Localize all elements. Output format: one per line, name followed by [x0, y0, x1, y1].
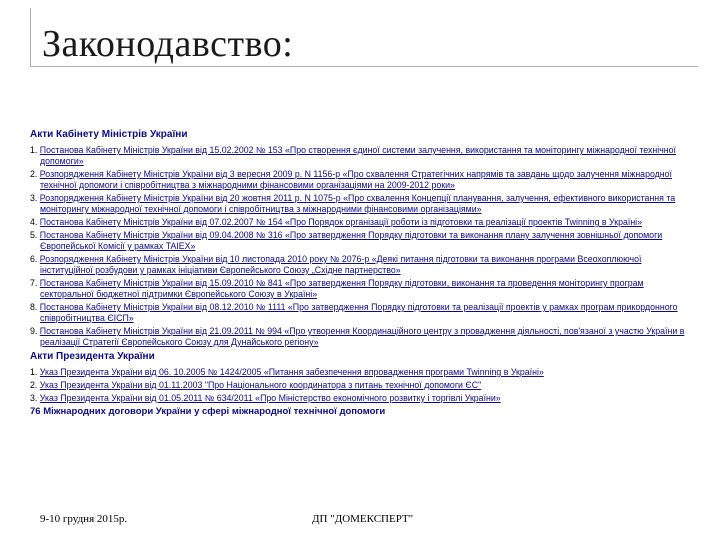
item-number: 7. — [30, 278, 38, 288]
legal-act-link[interactable]: Розпорядження Кабінету Міністрів України від 10 листопада 2010 року № 2076-р «Деякі питання підготовки та виконання програми Всеохоплюючої інституційної розбудови у рамках ініціативи Європейського Союзу „Східне партнерство» — [39, 254, 642, 275]
president-act-item — [30, 367, 688, 378]
title-rule-horizontal — [30, 66, 698, 67]
cabinet-act-item — [30, 193, 688, 215]
cabinet-act-item — [30, 278, 688, 300]
legal-act-link[interactable]: Постанова Кабінету Міністрів України від 07.02.2007 № 154 «Про Порядок організації роботи із підготовки та реалізації проектів Twinning в Україні» — [39, 217, 643, 227]
cabinet-act-item — [30, 217, 688, 228]
president-act-item — [30, 380, 688, 391]
slide-title: Законодавство: — [42, 23, 294, 65]
item-number: 6. — [30, 254, 38, 264]
cabinet-acts-list — [30, 145, 688, 348]
item-number: 2. — [30, 169, 38, 179]
item-number: 9. — [30, 326, 38, 336]
legal-act-link[interactable]: Указ Президента України від 01.11.2003 "Про Національного координатора з питань технічної допомоги ЄС" — [39, 380, 482, 390]
legal-act-link[interactable]: Постанова Кабінету Міністрів України від 15.02.2002 № 153 «Про створення єдиної системи залучення, використання та моніторингу міжнародної технічної допомоги» — [39, 145, 676, 166]
item-number: 5. — [30, 230, 38, 240]
title-rule-vertical — [30, 8, 31, 66]
legal-act-link[interactable]: Указ Президента України від 01.05.2011 № 634/2011 «Про Міністерство економічного розвитку і торгівлі України» — [39, 393, 501, 403]
legal-act-link[interactable]: Розпорядження Кабінету Міністрів України від 20 жовтня 2011 р. N 1075-р «Про схвалення Концепції планування, залучення, ефективного використання та моніторингу міжнародної технічної допомоги і співробітництва з міжнародними фінансовими організаціями» — [39, 193, 676, 214]
item-number: 3. — [30, 193, 38, 203]
legal-act-link[interactable]: Указ Президента України від 06. 10.2005 № 1424/2005 «Питання забезпечення впровадження програми Twinning в Україні» — [39, 367, 544, 377]
legal-act-link[interactable]: Постанова Кабінету Міністрів України від 15.09.2010 № 841 «Про затвердження Порядку підготовки, виконання та проведення моніторингу програм секторальної бюджетної підтримки Європейського Союзу в Україні» — [39, 278, 644, 299]
item-number: 1. — [30, 367, 38, 377]
legal-act-link[interactable]: Постанова Кабінету Міністрів України від 08.12.2010 № 1111 «Про затвердження Порядку підготовки та реалізації проектів у рамках програм прикордонного співробітництва ЄІСП» — [39, 302, 678, 323]
legal-act-link[interactable]: Постанова Кабінету Міністрів України від 09.04.2008 № 316 «Про затвердження Порядку підготовки та виконання плану залучення зовнішньої допомоги Європейської Комісії у рамках TAIEX» — [39, 230, 663, 251]
president-act-item — [30, 393, 688, 404]
cabinet-act-item — [30, 230, 688, 252]
section-heading-president: Акти Президента України — [30, 351, 155, 362]
cabinet-act-item — [30, 326, 688, 348]
legal-act-link[interactable]: Розпорядження Кабінету Міністрів України від 3 вересня 2009 р. N 1156-р «Про схвалення Стратегічних напрямів та завдань щодо залучення міжнародної технічної допомоги і співробітництва з міжнародними фінансовими організаціями на 2009-2012 роки» — [39, 169, 672, 190]
footer-organization: ДП "ДОМЕКСПЕРТ" — [312, 513, 414, 525]
legal-act-link[interactable]: Постанова Кабінету Міністрів України від 21.09.2011 № 994 «Про утворення Координаційного центру з провадження діяльності, пов'язаної з участю України в реалізації Стратегії Європейського Союзу для Дунайського регіону» — [39, 326, 685, 347]
cabinet-act-item — [30, 302, 688, 324]
cabinet-act-item — [30, 145, 688, 167]
legislation-list — [30, 128, 688, 421]
item-number: 1. — [30, 145, 38, 155]
item-number: 4. — [30, 217, 38, 227]
cabinet-act-item — [30, 254, 688, 276]
treaties-heading: 76 Міжнародних договори України у сфері міжнародної технічної допомоги — [30, 406, 386, 417]
item-number: 3. — [30, 393, 38, 403]
section-heading-cabinet: Акти Кабінету Міністрів України — [30, 129, 188, 140]
footer-date: 9-10 грудня 2015р. — [40, 513, 128, 525]
president-acts-list — [30, 367, 688, 404]
cabinet-act-item — [30, 169, 688, 191]
item-number: 2. — [30, 380, 38, 390]
item-number: 8. — [30, 302, 38, 312]
